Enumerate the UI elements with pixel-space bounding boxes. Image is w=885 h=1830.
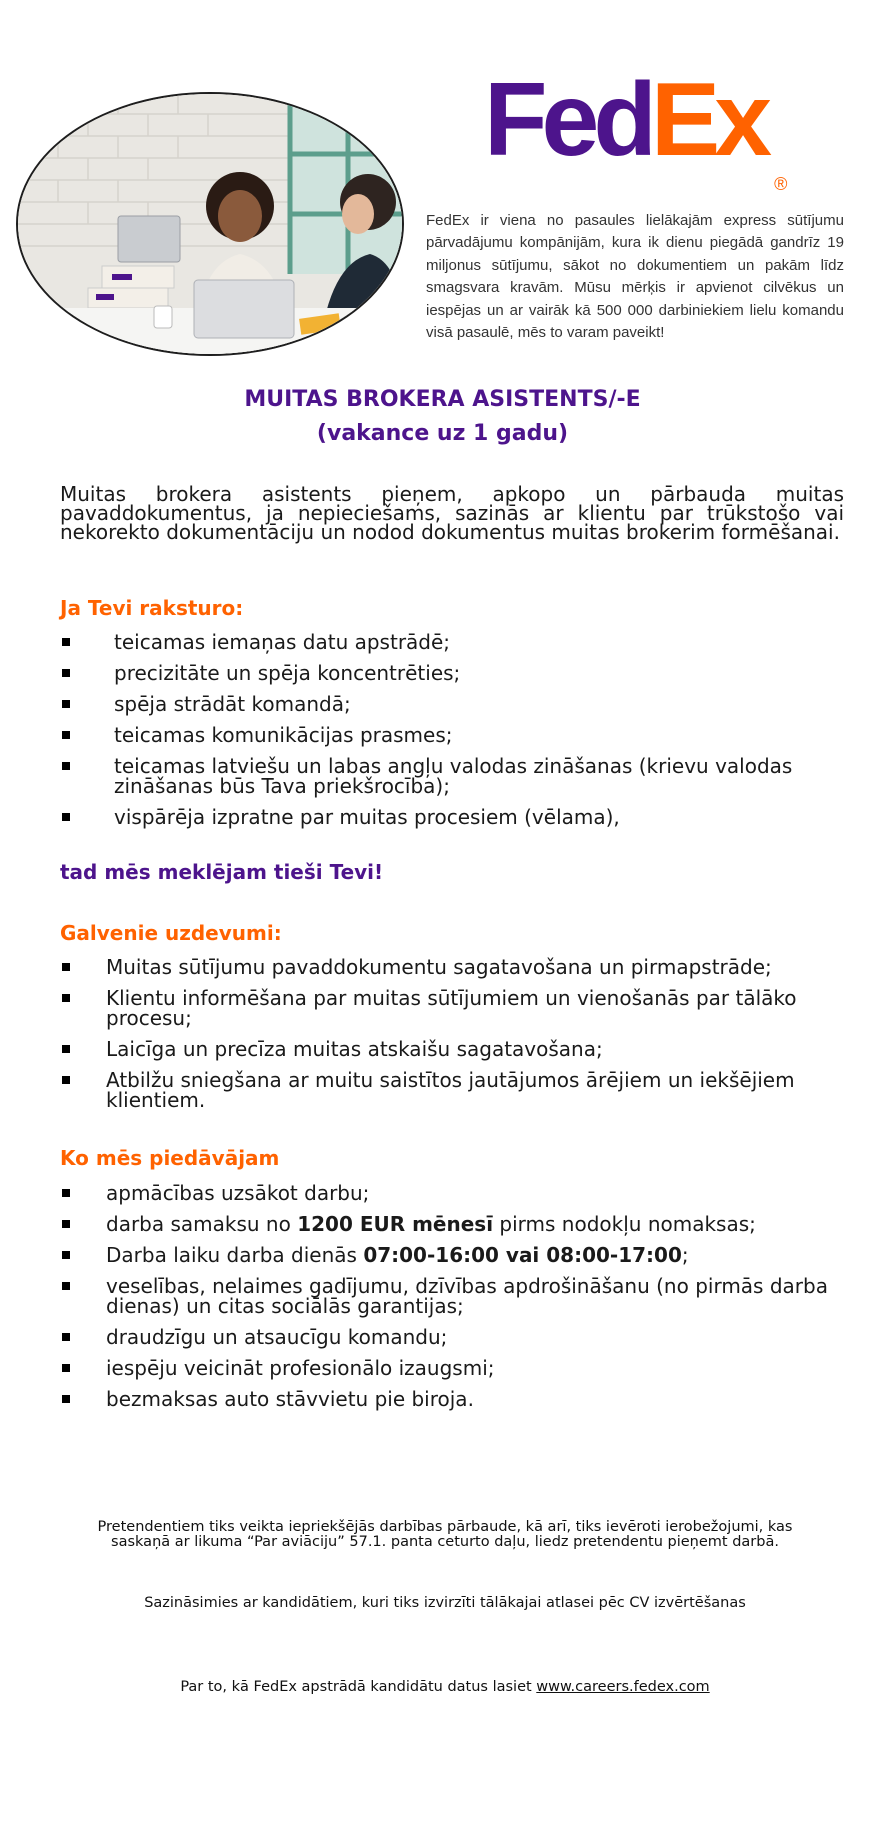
- list-item-text: vispārēja izpratne par muitas procesiem (vēlama),: [114, 805, 620, 829]
- list-item: [60, 1070, 850, 1110]
- list-item: [60, 1039, 850, 1059]
- list-item-text: apmācības uzsākot darbu;: [106, 1181, 370, 1205]
- office-photo-illustration: [18, 94, 404, 356]
- careers-link[interactable]: www.careers.fedex.com: [536, 1679, 710, 1695]
- bullet-icon: [62, 994, 70, 1002]
- tasks-title: Galvenie uzdevumi:: [60, 921, 282, 945]
- list-item: [60, 694, 850, 714]
- requirements-closing: tad mēs meklējam tieši Tevi!: [60, 860, 384, 884]
- list-item-text: draudzīgu un atsaucīgu komandu;: [106, 1325, 448, 1349]
- bullet-icon: [62, 1076, 70, 1084]
- list-item-text: teicamas komunikācijas prasmes;: [114, 723, 453, 747]
- list-item-text: iespēju veicināt profesionālo izaugsmi;: [106, 1356, 495, 1380]
- job-title-line1: MUITAS BROKERA ASISTENTS/-E: [244, 387, 641, 412]
- bullet-icon: [62, 762, 70, 770]
- list-item: [60, 988, 850, 1028]
- contact-note: Sazināsimies ar kandidātiem, kuri tiks izvirzīti tālākajai atlasei pēc CV izvērtēšanas: [144, 1595, 746, 1611]
- list-item-text: Klientu informēšana par muitas sūtījumiem un vienošanās par tālāko procesu;: [106, 986, 797, 1030]
- bullet-icon: [62, 638, 70, 646]
- list-item: [60, 725, 850, 745]
- list-item: [60, 756, 850, 796]
- list-item-text: bezmaksas auto stāvvietu pie biroja.: [106, 1387, 474, 1411]
- list-item: [60, 663, 850, 683]
- logo-fed-text: Fed: [484, 62, 651, 178]
- bullet-icon: [62, 731, 70, 739]
- list-item: [60, 632, 850, 652]
- requirements-list: [60, 632, 850, 838]
- list-item: [60, 807, 850, 827]
- registered-mark: ®: [774, 174, 788, 194]
- fedex-logo: [484, 62, 788, 194]
- list-item-text: veselības, nelaimes gadījumu, dzīvības apdrošināšanu (no pirmās darba dienas) un citas sociālās garantijas;: [106, 1274, 828, 1318]
- list-item: [60, 1183, 850, 1203]
- bullet-icon: [62, 813, 70, 821]
- list-item-text: ;: [681, 1243, 689, 1267]
- list-item-text: Laicīga un precīza muitas atskaišu sagatavošana;: [106, 1037, 603, 1061]
- bullet-icon: [62, 963, 70, 971]
- background-check-note: Pretendentiem tiks veikta iepriekšējās darbības pārbaude, kā arī, tiks ievēroti ierobežojumi, kas saskaņā ar likuma “Par aviāciju” 57.1. panta ceturto daļu, liedz pretendentu pieņemt darbā.: [97, 1519, 793, 1550]
- list-item: [60, 1327, 850, 1347]
- office-photo: [16, 92, 404, 356]
- list-item: [60, 1389, 850, 1409]
- list-item-text: spēja strādāt komandā;: [114, 692, 351, 716]
- offer-list: [60, 1183, 850, 1420]
- privacy-note: [70, 1680, 820, 1695]
- list-item-text: pirms nodokļu nomaksas;: [493, 1212, 756, 1236]
- bullet-icon: [62, 1282, 70, 1290]
- bullet-icon: [62, 1220, 70, 1228]
- list-item: [60, 1214, 850, 1234]
- bullet-icon: [62, 1364, 70, 1372]
- bullet-icon: [62, 1189, 70, 1197]
- job-title-line2: (vakance uz 1 gadu): [316, 421, 569, 446]
- list-item-text: precizitāte un spēja koncentrēties;: [114, 661, 461, 685]
- list-item: [60, 957, 850, 977]
- salary-highlight: 1200 EUR mēnesī: [297, 1212, 494, 1236]
- job-title: [0, 383, 885, 451]
- list-item: [60, 1276, 850, 1316]
- bullet-icon: [62, 669, 70, 677]
- bullet-icon: [62, 1333, 70, 1341]
- list-item-text: darba samaksu no: [106, 1212, 298, 1236]
- list-item: [60, 1245, 850, 1265]
- requirements-title: Ja Tevi raksturo:: [60, 596, 244, 620]
- list-item-text: teicamas latviešu un labas angļu valodas zināšanas (krievu valodas zināšanas būs Tava priekšrocība);: [114, 754, 793, 798]
- offer-title: Ko mēs piedāvājam: [60, 1146, 280, 1170]
- bullet-icon: [62, 1045, 70, 1053]
- list-item-text: Atbilžu sniegšana ar muitu saistītos jautājumos ārējiem un iekšējiem klientiem.: [106, 1068, 795, 1112]
- list-item: [60, 1358, 850, 1378]
- hours-highlight: 07:00-16:00 vai 08:00-17:00: [363, 1243, 682, 1267]
- bullet-icon: [62, 700, 70, 708]
- list-item-text: teicamas iemaņas datu apstrādē;: [114, 630, 451, 654]
- company-intro: FedEx ir viena no pasaules lielākajām express sūtījumu pārvadājumu kompānijām, kura ik dienu piegādā gandrīz 19 miljonus sūtījumu, sākot no dokumentiem un pakām līdz smagsvara kravām. Mūsu mērķis ir apvienot cilvēkus un iespējas un ar vairāk kā 500 000 darbiniekiem lielu komandu visā pasaulē, mēs to varam paveikt!: [426, 212, 844, 342]
- bullet-icon: [62, 1251, 70, 1259]
- logo-ex-text: Ex: [650, 62, 767, 178]
- list-item-text: Muitas sūtījumu pavaddokumentu sagatavošana un pirmapstrāde;: [106, 955, 772, 979]
- bullet-icon: [62, 1395, 70, 1403]
- job-description: Muitas brokera asistents pieņem, apkopo un pārbauda muitas pavaddokumentus, ja nepieciešams, sazinās ar klientu par trūkstošo vai nekorekto dokumentāciju un nodod dokumentus muitas brokerim formēšanai.: [60, 482, 844, 544]
- tasks-list: [60, 957, 850, 1121]
- list-item-text: Darba laiku darba dienās: [106, 1243, 364, 1267]
- privacy-note-text: Par to, kā FedEx apstrādā kandidātu datus lasiet: [180, 1679, 537, 1695]
